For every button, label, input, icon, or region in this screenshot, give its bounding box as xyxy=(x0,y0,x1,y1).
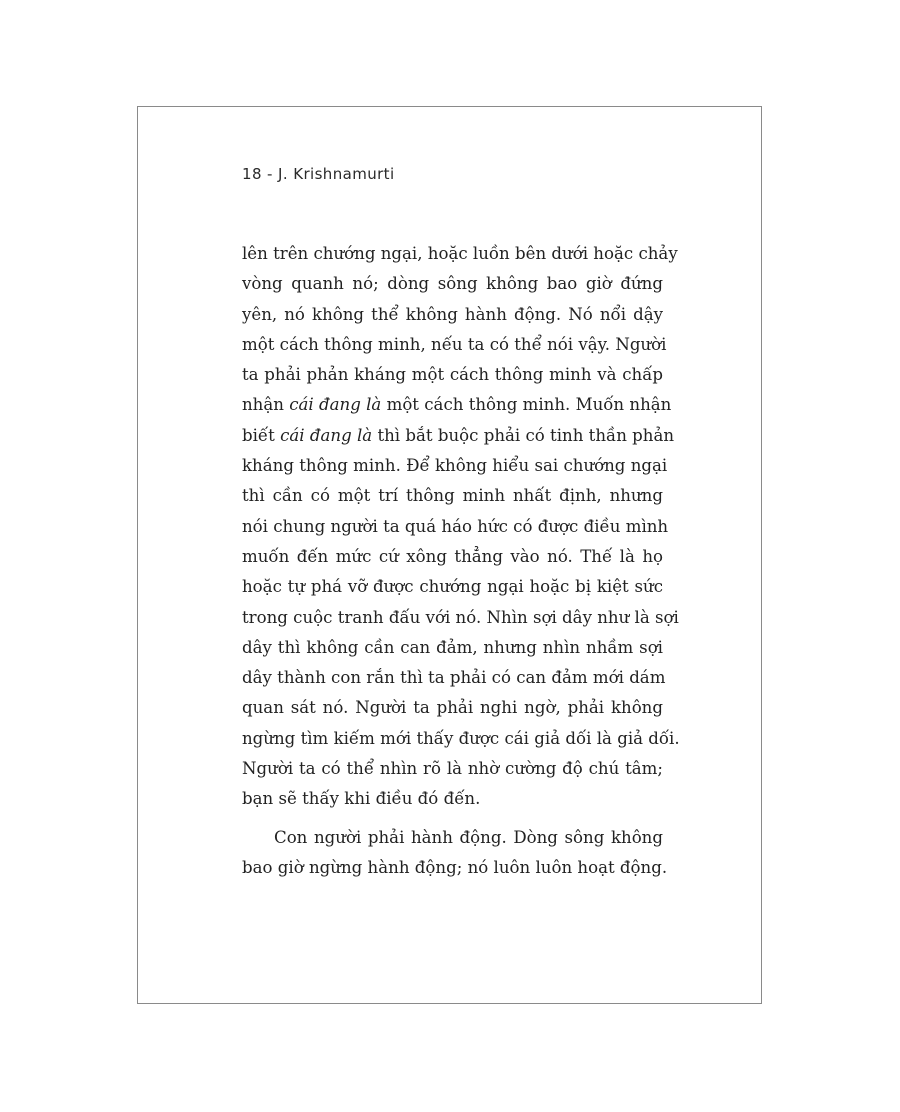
text-segment: dây thành con rắn thì ta phải có can đảm mới dám xyxy=(242,668,666,688)
text-segment: hoặc tự phá vỡ được chướng ngại hoặc bị kiệt sức xyxy=(242,577,663,597)
text-line xyxy=(242,853,668,883)
text-line xyxy=(242,239,678,269)
text-line xyxy=(242,572,663,602)
text-line xyxy=(242,481,663,511)
text-segment: quan sát nó. Người ta phải nghi ngờ, phải không xyxy=(242,698,663,718)
text-segment: một cách thông minh, nếu ta có thể nói vậy. Người xyxy=(242,334,667,354)
text-line xyxy=(242,421,675,451)
running-head xyxy=(242,165,395,183)
text-line xyxy=(242,360,663,390)
text-segment: ta phải phản kháng một cách thông minh và chấp xyxy=(242,365,663,385)
book-page xyxy=(137,106,762,1004)
text-line xyxy=(242,390,672,420)
text-line xyxy=(242,330,667,360)
italic-phrase: cái đang là xyxy=(280,425,373,445)
text-line xyxy=(242,451,668,481)
text-line xyxy=(242,603,679,633)
text-segment: vòng quanh nó; dòng sông không bao giờ đứng xyxy=(242,274,663,294)
text-segment: trong cuộc tranh đấu với nó. Nhìn sợi dây như là sợi xyxy=(242,607,679,627)
running-head-separator: - xyxy=(261,165,279,183)
text-segment: bao giờ ngừng hành động; nó luôn luôn hoạt động. xyxy=(242,857,668,877)
text-segment: muốn đến mức cứ xông thẳng vào nó. Thế là họ xyxy=(242,546,663,566)
paragraph xyxy=(242,239,680,815)
text-line xyxy=(242,663,666,693)
body-text xyxy=(242,239,680,883)
text-segment: Người ta có thể nhìn rõ là nhờ cường độ chú tâm; xyxy=(242,759,663,779)
text-segment: biết xyxy=(242,425,281,445)
text-segment: một cách thông minh. Muốn nhận xyxy=(381,395,672,415)
text-line xyxy=(242,542,663,572)
text-line xyxy=(242,823,663,853)
text-segment: Con người phải hành động. Dòng sông không xyxy=(274,827,663,847)
page-number: 18 xyxy=(242,165,262,183)
text-line xyxy=(242,754,663,784)
text-segment: dây thì không cần can đảm, nhưng nhìn nhầm sợi xyxy=(242,637,663,657)
text-segment: kháng thông minh. Để không hiểu sai chướng ngại xyxy=(242,456,668,476)
text-segment: yên, nó không thể không hành động. Nó nổi dậy xyxy=(242,304,663,324)
text-segment: ngừng tìm kiếm mới thấy được cái giả dối là giả dối. xyxy=(242,728,680,748)
text-segment: lên trên chướng ngại, hoặc luồn bên dưới hoặc chảy xyxy=(242,244,678,263)
text-line xyxy=(242,633,663,663)
text-segment: nhận xyxy=(242,395,290,415)
text-line xyxy=(242,784,663,814)
paragraph xyxy=(242,823,668,884)
text-segment: thì cần có một trí thông minh nhất định, nhưng xyxy=(242,486,663,506)
text-segment: thì bắt buộc phải có tinh thần phản xyxy=(372,425,675,445)
text-line xyxy=(242,512,669,542)
text-segment: nói chung người ta quá háo hức có được điều mình xyxy=(242,516,669,536)
author-name: J. Krishnamurti xyxy=(278,165,395,183)
text-segment: bạn sẽ thấy khi điều đó đến. xyxy=(242,789,481,809)
text-line xyxy=(242,724,680,754)
text-line xyxy=(242,300,663,330)
text-line xyxy=(242,693,663,723)
italic-phrase: cái đang là xyxy=(289,395,382,415)
text-line xyxy=(242,269,663,299)
